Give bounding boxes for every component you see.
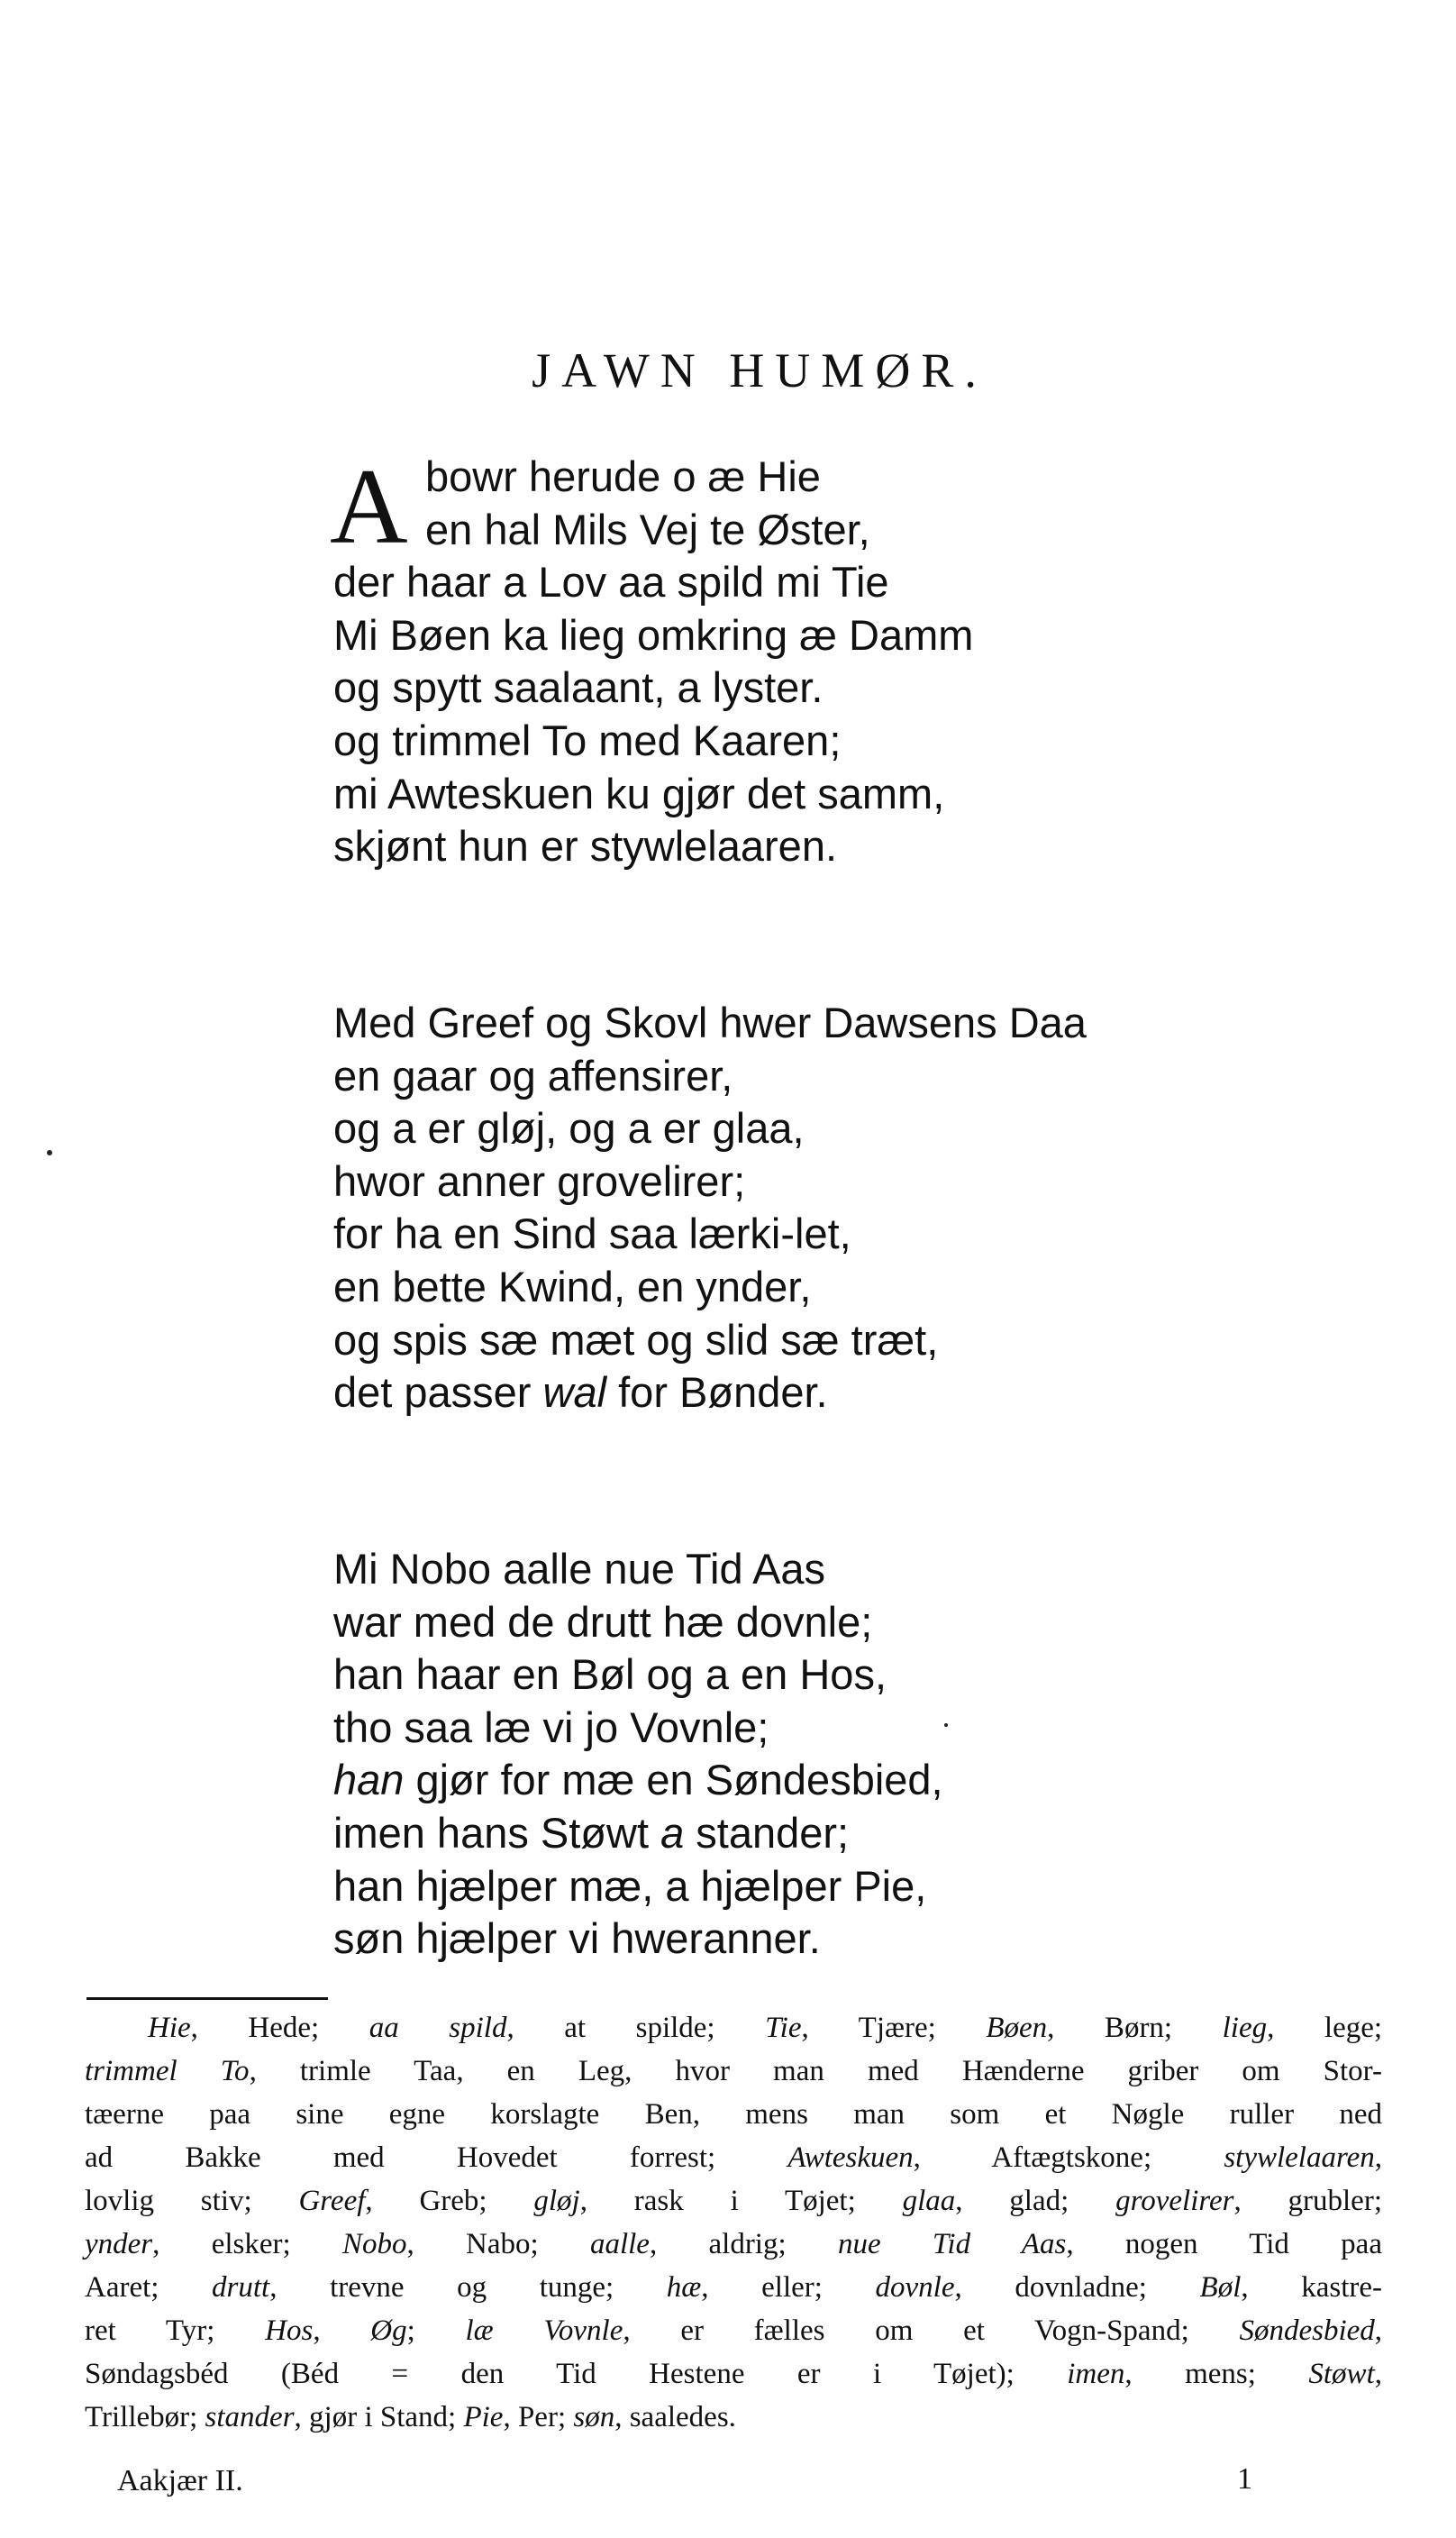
footnote-term: Tie [765, 2012, 802, 2044]
footnote-text: , mens; [1124, 2358, 1309, 2390]
footnote-term: stywlelaaren [1224, 2141, 1375, 2174]
footnote-text: Søndagsbéd (Béd = den Tid Hestene er i Tøjet); [85, 2358, 1068, 2390]
verse-text: for Bønder. [606, 1368, 828, 1417]
footnote-text: , dovnladne; [954, 2271, 1200, 2304]
footnote-text: , saaledes. [614, 2401, 736, 2433]
drop-cap: A [330, 446, 408, 566]
footnote-text: , trimle Taa, en Leg, hvor man med Hænderne griber om Stor- [249, 2055, 1382, 2087]
verse-line [333, 1807, 943, 1860]
footnote-text: , Tjære; [801, 2012, 987, 2044]
footnote-term: imen [1067, 2358, 1125, 2390]
footnote-line [85, 2266, 1382, 2309]
footnote-text: , Hede; [190, 2012, 369, 2044]
verse-line: skjønt hun er stywlelaaren. [333, 822, 838, 871]
verse-line: en gaar og affensirer, [333, 1051, 733, 1100]
footnote-term: gløj [533, 2185, 580, 2217]
footnote-line: tæerne paa sine egne korslagte Ben, mens man som et Nøgle ruller ned [85, 2098, 1382, 2131]
verse-line: hwor anner grovelirer; [333, 1156, 746, 1205]
verse-line: og a er gløj, og a er glaa, [333, 1104, 805, 1153]
footnote-text: , rask i Tøjet; [579, 2185, 903, 2217]
footnote-term: glaa [902, 2185, 956, 2217]
footnote-term: Øg [370, 2314, 407, 2347]
footnote-term: stander [205, 2401, 295, 2433]
footnote-term: lieg [1222, 2012, 1268, 2044]
verse-text: stander; [684, 1808, 850, 1857]
footnote-term: læ Vovnle [465, 2314, 623, 2347]
footnote-term: aalle [589, 2228, 650, 2260]
footnote-term: grovelirer [1115, 2185, 1234, 2217]
footnote-text: , kastre- [1241, 2271, 1382, 2304]
footnote-text: , trevne og tunge; [269, 2271, 667, 2304]
footnote-text: , er fælles om et Vogn-Spand; [623, 2314, 1240, 2347]
print-speck [47, 1150, 52, 1155]
verse-line: og spis sæ mæt og slid sæ træt, [333, 1315, 939, 1364]
footnote-text: lovlig stiv; [85, 2185, 299, 2217]
verse-emphasis: han [333, 1756, 405, 1804]
footnote-term: hæ [666, 2271, 702, 2304]
footnote-text: , [1374, 2314, 1383, 2347]
stanza-2 [333, 997, 1087, 1420]
verse-line: der haar a Lov aa spild mi Tie [333, 558, 889, 607]
verse-line: en hal Mils Vej te Øster, [425, 505, 870, 553]
footnote-text: , [313, 2314, 371, 2347]
verse-line: og trimmel To med Kaaren; [333, 716, 842, 764]
footnote-line [85, 2179, 1382, 2223]
footnote-text: , lege; [1267, 2012, 1383, 2044]
verse-line: og spytt saalaant, a lyster. [333, 663, 824, 712]
footnote-term: Pie [463, 2401, 504, 2433]
verse-text: det passer [333, 1368, 543, 1417]
verse-line: Med Greef og Skovl hwer Dawsens Daa [333, 999, 1087, 1046]
footnote-text: , elsker; [152, 2228, 342, 2260]
footnote-term: aa spild [369, 2012, 507, 2044]
footnote-term: Søndesbied [1239, 2314, 1375, 2347]
footnote-text: , [1374, 2141, 1382, 2174]
footnotes [85, 2006, 1382, 2439]
footnote-term: søn [573, 2401, 615, 2433]
footnote-term: nue Tid Aas [837, 2228, 1067, 2260]
footnote-text: Trillebør; [85, 2401, 205, 2433]
verse-line: han hjælper mæ, a hjælper Pie, [333, 1861, 927, 1910]
verse-emphasis: wal [542, 1368, 607, 1417]
footnote-text: , Aftægtskone; [913, 2141, 1224, 2174]
footnote-text: ad Bakke med Hovedet forrest; [85, 2141, 788, 2174]
footnote-term: Hos [265, 2314, 314, 2347]
footnote-text: ; [406, 2314, 466, 2347]
stanza-1 [333, 451, 973, 873]
footnote-line [85, 2006, 1382, 2050]
footnote-text: , [1374, 2358, 1382, 2390]
verse-emphasis: a [660, 1808, 685, 1857]
verse-text: gjør for mæ en Søndesbied, [404, 1756, 943, 1804]
verse-line: tho saa læ vi jo Vovnle; [333, 1703, 769, 1751]
footnote-term: ynder [85, 2228, 153, 2260]
poem-title: JAWN HUMØR. [532, 343, 987, 397]
footnote-term: Awteskuen [787, 2141, 914, 2174]
footnote-text: , aldrig; [649, 2228, 838, 2260]
footnote-text: , nogen Tid paa [1066, 2228, 1382, 2260]
footnote-term: Greef [298, 2185, 366, 2217]
footnote-text: Aaret; [85, 2271, 213, 2304]
footnote-text: , at spilde; [506, 2012, 766, 2044]
verse-line: en bette Kwind, en ynder, [333, 1262, 812, 1310]
footnote-line [85, 2396, 1382, 2439]
footnote-term: Støwt [1308, 2358, 1375, 2390]
footnote-term: dovnle [875, 2271, 955, 2304]
footnote-text: , grubler; [1233, 2185, 1382, 2217]
footnote-line [85, 2050, 1382, 2093]
footnote-text: , glad; [955, 2185, 1116, 2217]
footnote-text: ret Tyr; [85, 2314, 266, 2347]
footnote-line [85, 2136, 1382, 2179]
signature-mark: Aakjær II. [117, 2464, 243, 2497]
footnote-term: Bøen [986, 2012, 1048, 2044]
verse-line: Mi Nobo aalle nue Tid Aas [333, 1545, 826, 1593]
verse-text: imen hans Støwt [333, 1808, 661, 1857]
footnote-term: drutt [212, 2271, 270, 2304]
footnote-line [85, 2309, 1382, 2352]
verse-line: søn hjælper vi hweranner. [333, 1914, 821, 1963]
footnote-line [85, 2352, 1382, 2396]
print-speck [944, 1723, 948, 1727]
verse-line: han haar en Bøl og a en Hos, [333, 1650, 887, 1699]
footnote-text: , Nabo; [406, 2228, 590, 2260]
verse-line: Mi Bøen ka lieg omkring æ Damm [333, 610, 974, 659]
verse-line: war med de drutt hæ dovnle; [333, 1597, 873, 1646]
footnote-text: , Børn; [1047, 2012, 1223, 2044]
verse-line [333, 1366, 1087, 1420]
footnote-term: Hie [148, 2012, 191, 2044]
verse-line [333, 1754, 943, 1807]
footnote-term: trimmel To [85, 2055, 250, 2087]
verse-line: for ha en Sind saa lærki-let, [333, 1210, 851, 1258]
footnote-line [85, 2223, 1382, 2266]
footnote-rule [86, 1997, 328, 2000]
page-number: 1 [1237, 2462, 1252, 2496]
footnote-text: , Greb; [365, 2185, 534, 2217]
footnote-term: Nobo [341, 2228, 407, 2260]
footnote-text: , eller; [701, 2271, 876, 2304]
footnote-term: Bøl [1199, 2271, 1242, 2304]
footnote-text: , gjør i Stand; [294, 2401, 464, 2433]
verse-line: bowr herude o æ Hie [425, 452, 821, 500]
stanza-3 [333, 1543, 943, 1966]
verse-line: mi Awteskuen ku gjør det samm, [333, 769, 945, 817]
footnote-text: , Per; [503, 2401, 574, 2433]
